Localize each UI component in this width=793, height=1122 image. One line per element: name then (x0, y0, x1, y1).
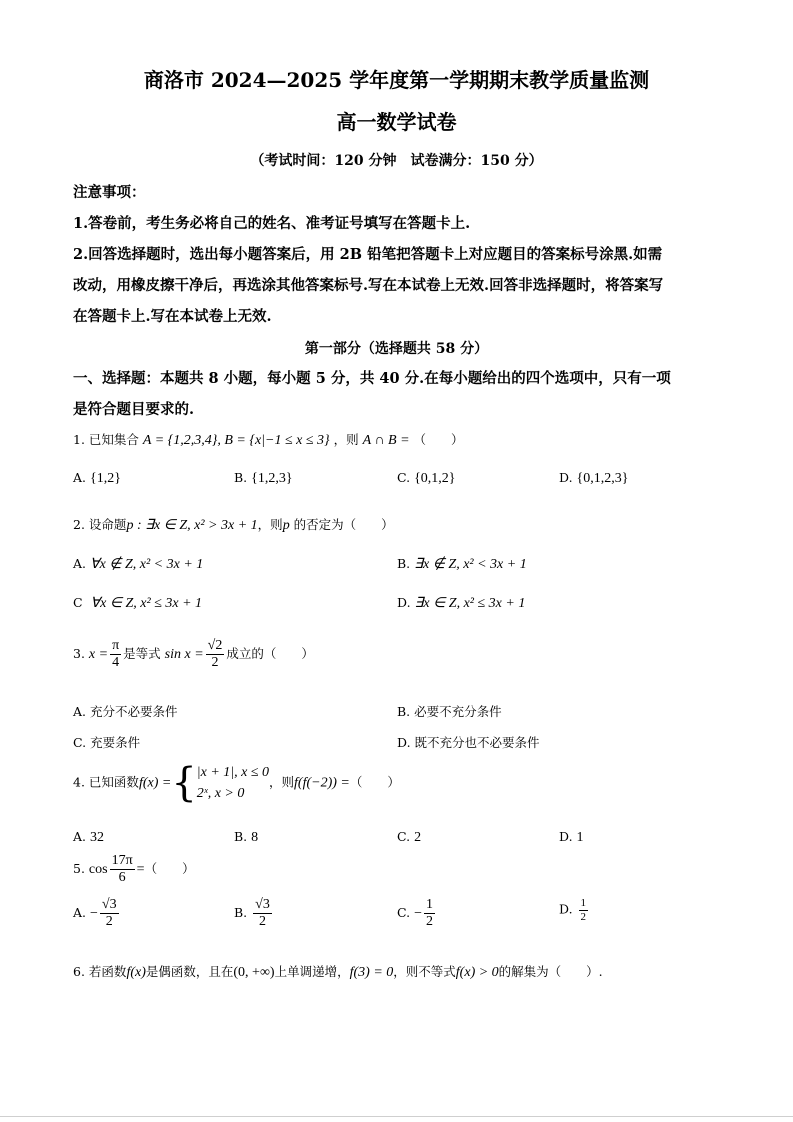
proposition: p : ∃x ∈ Z, x² > 3x + 1 (126, 518, 258, 533)
exam-info: （考试时间：120 分钟 试卷满分：150 分） (250, 153, 543, 169)
section-intro-line-1: 一、选择题：本题共 8 小题，每小题 5 分，共 40 分.在每小题给出的四个选项中，只有一项 (73, 370, 671, 387)
notes-heading: 注意事项： (73, 184, 146, 201)
question-number: 2. (73, 517, 85, 532)
page-bottom-divider (0, 1116, 793, 1117)
question-stem: 已知集合 (88, 432, 139, 447)
q2-option-c[interactable]: C ∀x ∈ Z, x² ≤ 3x + 1 (73, 595, 203, 611)
question-number: 5. (73, 861, 85, 877)
q2-option-a[interactable]: A. ∀x ∉ Z, x² < 3x + 1 (73, 556, 204, 572)
answer-paren: （ ） (413, 432, 464, 447)
q3-option-a[interactable]: A. 充分不必要条件 (73, 704, 178, 719)
q3-option-b[interactable]: B. 必要不充分条件 (397, 704, 502, 719)
question-1 (73, 430, 464, 449)
q2-option-b[interactable]: B. ∃x ∉ Z, x² < 3x + 1 (397, 556, 527, 572)
angle-fraction: $\frac{17\pi}{6}$ (111, 853, 133, 886)
question-4: 4. 已知函数f(x) ={|x + 1|, x ≤ 0 2ˣ, x > 0，则f(f(−2)) =（ ） (73, 760, 400, 806)
section-intro-line-2: 是符合题目要求的. (73, 401, 195, 418)
q5-option-b[interactable]: B. $\frac{√3}{2}$ (234, 897, 270, 930)
q1-option-d[interactable]: D. {0,1,2,3} (559, 470, 629, 486)
question-5: 5. cos $\frac{17\pi}{6}$ =（ ） (73, 853, 195, 886)
question-number: 3. (73, 646, 85, 662)
part-title: 第一部分（选择题共 58 分） (304, 341, 489, 357)
question-2: 2. 设命题p : ∃x ∈ Z, x² > 3x + 1，则p 的否定为（ ） (73, 517, 394, 533)
note-item-1: 1.答卷前，考生务必将自己的姓名、准考证号填写在答题卡上. (73, 215, 471, 232)
q1-option-c[interactable]: C. {0,1,2} (397, 470, 456, 486)
q5-option-a[interactable]: A. − $\frac{√3}{2}$ (73, 897, 117, 930)
question-number: 4. (73, 774, 85, 790)
q3-option-d[interactable]: D. 既不充分也不必要条件 (397, 735, 540, 750)
q3-option-c[interactable]: C. 充要条件 (73, 735, 141, 750)
piecewise-brace: { (171, 760, 197, 806)
q4-option-d[interactable]: D. 1 (559, 829, 584, 845)
note-item-2-line-3: 在答题卡上.写在本试卷上无效. (73, 308, 272, 325)
q1-option-a[interactable]: A. {1,2} (73, 470, 121, 486)
q1-option-b[interactable]: B. {1,2,3} (234, 470, 293, 486)
q5-option-c[interactable]: C. − $\frac{1}{2}$ (397, 897, 433, 930)
q2-option-d[interactable]: D. ∃x ∈ Z, x² ≤ 3x + 1 (397, 595, 526, 611)
set-definition: A = {1,2,3,4}, B = {x|−1 ≤ x ≤ 3} (142, 433, 330, 448)
question-6: 6. 若函数f(x)是偶函数，且在(0, +∞)上单调递增，f(3) = 0，则不等式f(x) > 0的解集为（ ）. (73, 964, 603, 980)
pi-over-four: $\frac{\pi}{4}$ (112, 638, 120, 671)
note-item-2-line-1: 2.回答选择题时，选出每小题答案后，用 2B 铅笔把答题卡上对应题目的答案标号涂黑.如需 (73, 246, 663, 263)
piecewise-cases: |x + 1|, x ≤ 0 2ˣ, x > 0 (196, 765, 270, 801)
question-3: 3. x = $\frac{\pi}{4}$ 是等式 sin x = $\frac{√2}{2}$ 成立的（ ） (73, 638, 314, 671)
note-item-2-line-2: 改动，用橡皮擦干净后，再选涂其他答案标号.写在本试卷上无效.回答非选择题时，将答案写 (73, 277, 664, 294)
exam-subtitle: 高一数学试卷 (336, 110, 457, 134)
q4-option-b[interactable]: B. 8 (234, 829, 259, 845)
question-number: 6. (73, 964, 85, 979)
q4-option-a[interactable]: A. 32 (73, 829, 104, 845)
exam-title: 商洛市 2024—2025 学年度第一学期期末教学质量监测 (143, 68, 650, 92)
question-stem: ，则 (333, 432, 359, 447)
intersection-expression: A ∩ B = (362, 433, 410, 448)
question-stem: 设命题 (88, 517, 127, 532)
q4-option-c[interactable]: C. 2 (397, 829, 422, 845)
q5-option-d[interactable]: D. $\frac{1}{2}$ (559, 897, 587, 923)
sqrt2-over-2: $\frac{√2}{2}$ (207, 638, 223, 671)
question-number: 1. (73, 432, 85, 447)
